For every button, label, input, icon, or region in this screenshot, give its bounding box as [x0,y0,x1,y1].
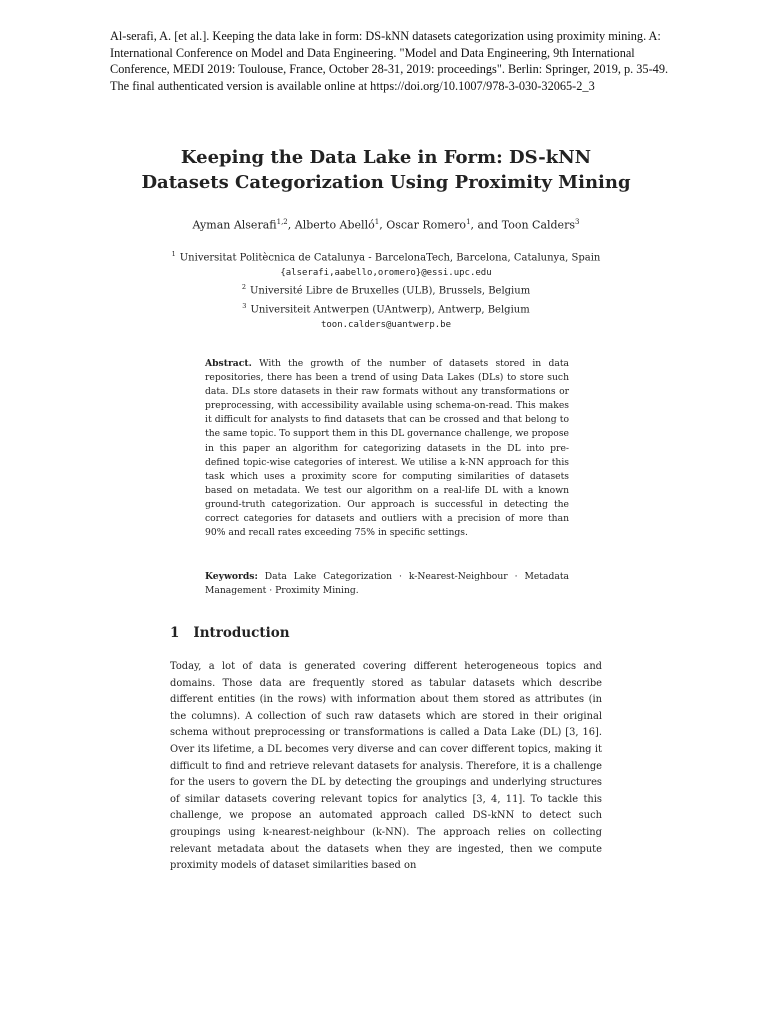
affiliations [110,247,662,332]
affiliation-mark: 3 [242,302,247,311]
citation-line: International Conference on Model and Data Engineering. "Model and Data Engineering, 9th International [110,45,635,60]
citation-line: Al-serafi, A. [et al.]. Keeping the data lake in form: DS-kNN datasets categorization using proximity mining. A: [110,29,661,43]
author-affil-mark: 1,2 [276,218,288,226]
title-line: Keeping the Data Lake in Form: DS-kNN [180,147,592,168]
section-heading [170,625,290,641]
affiliation [110,299,662,318]
affiliation-email: toon.calders@uantwerp.be [320,319,452,330]
intro-paragraph: Today, a lot of data is generated covering different heterogeneous topics and domains. Those data are frequently stored as tabular datasets which describe different entities (in the rows) with information about them stored as attributes (in the columns). A collection of such raw datasets which are stored in their original schema without preprocessing or transformations is called a Data Lake (DL) [3, 16]. Over its lifetime, a DL becomes very diverse and can cover different topics, making it difficult to find and retrieve relevant datasets for analysis. Therefore, it is a challenge for the users to govern the DL by detecting the groupings and underlying structures of similar datasets covering relevant topics for analytics [3, 4, 11]. To tackle this challenge, we propose an automated approach called DS-kNN to detect such groupings using k-nearest-neighbour (k-NN). The approach relies on collecting relevant metadata about the datasets when they are ingested, then we compute proximity models of dataset similarities based on [170,661,602,872]
author-affil-mark: 3 [574,218,580,226]
author-name: Toon Calders [501,218,575,232]
keywords-label: Keywords: [205,571,258,582]
author-separator: , [379,218,387,232]
affiliation-text: Université Libre de Bruxelles (ULB), Brussels, Belgium [249,285,531,297]
affiliation [110,280,662,299]
affiliation-text: Universitat Politècnica de Catalunya - BarcelonaTech, Barcelona, Catalunya, Spain [179,252,601,264]
affiliation-text: Universiteit Antwerpen (UAntwerp), Antwerp, Belgium [250,304,530,316]
section-title: Introduction [193,625,290,641]
section-number: 1 [170,625,180,641]
title-line: Datasets Categorization Using Proximity Mining [141,172,631,193]
citation-line: Conference, MEDI 2019: Toulouse, France, October 28-31, 2019: proceedings". Berlin: Springer, 2019, p. 35-49. [110,62,669,76]
affiliation [110,247,662,266]
abstract-label: Abstract. [205,358,252,369]
author-list [110,218,662,232]
citation-line: The final authenticated version is available online at https://doi.org/10.1007/978-3-030-32065-2_3 [110,78,595,93]
keywords-text: Data Lake Categorization · k-Nearest-Neighbour · Metadata Management · Proximity Mining. [205,571,569,597]
author-name: Ayman Alserafi [192,218,277,232]
citation-note [110,28,680,94]
abstract [205,357,569,540]
author-affil-mark: 1 [374,218,380,226]
paper-title [110,145,662,195]
affiliation-mark: 1 [171,250,176,258]
author-separator: , and [470,218,502,232]
affiliation-email: {alserafi,aabello,oromero}@essi.upc.edu [280,267,492,278]
keywords [205,570,569,598]
author-name: Oscar Romero [386,218,467,232]
abstract-text: With the growth of the number of datasets stored in data repositories, there has been a trend of using Data Lakes (DLs) to store such data. DLs store datasets in their raw formats without any transformations or preprocessing, with accessibility available using schema-on-read. This makes it difficult for analysts to find datasets that can be crossed and that belong to the same topic. To support them in this DL governance challenge, we propose in this paper an algorithm for categorizing datasets in the DL into pre-defined topic-wise categories of interest. We utilise a k-NN approach for this task which uses a proximity score for computing similarities of datasets based on metadata. We test our algorithm on a real-life DL with a known ground-truth categorization. Our approach is successful in detecting the correct categories for datasets and outliers with a precision of more than 90% and recall rates exceeding 75% in specific settings. [205,358,569,539]
author-name: Alberto Abelló [294,218,375,232]
author-separator: , [287,218,295,232]
author-affil-mark: 1 [466,218,471,226]
affiliation-mark: 2 [241,283,246,292]
